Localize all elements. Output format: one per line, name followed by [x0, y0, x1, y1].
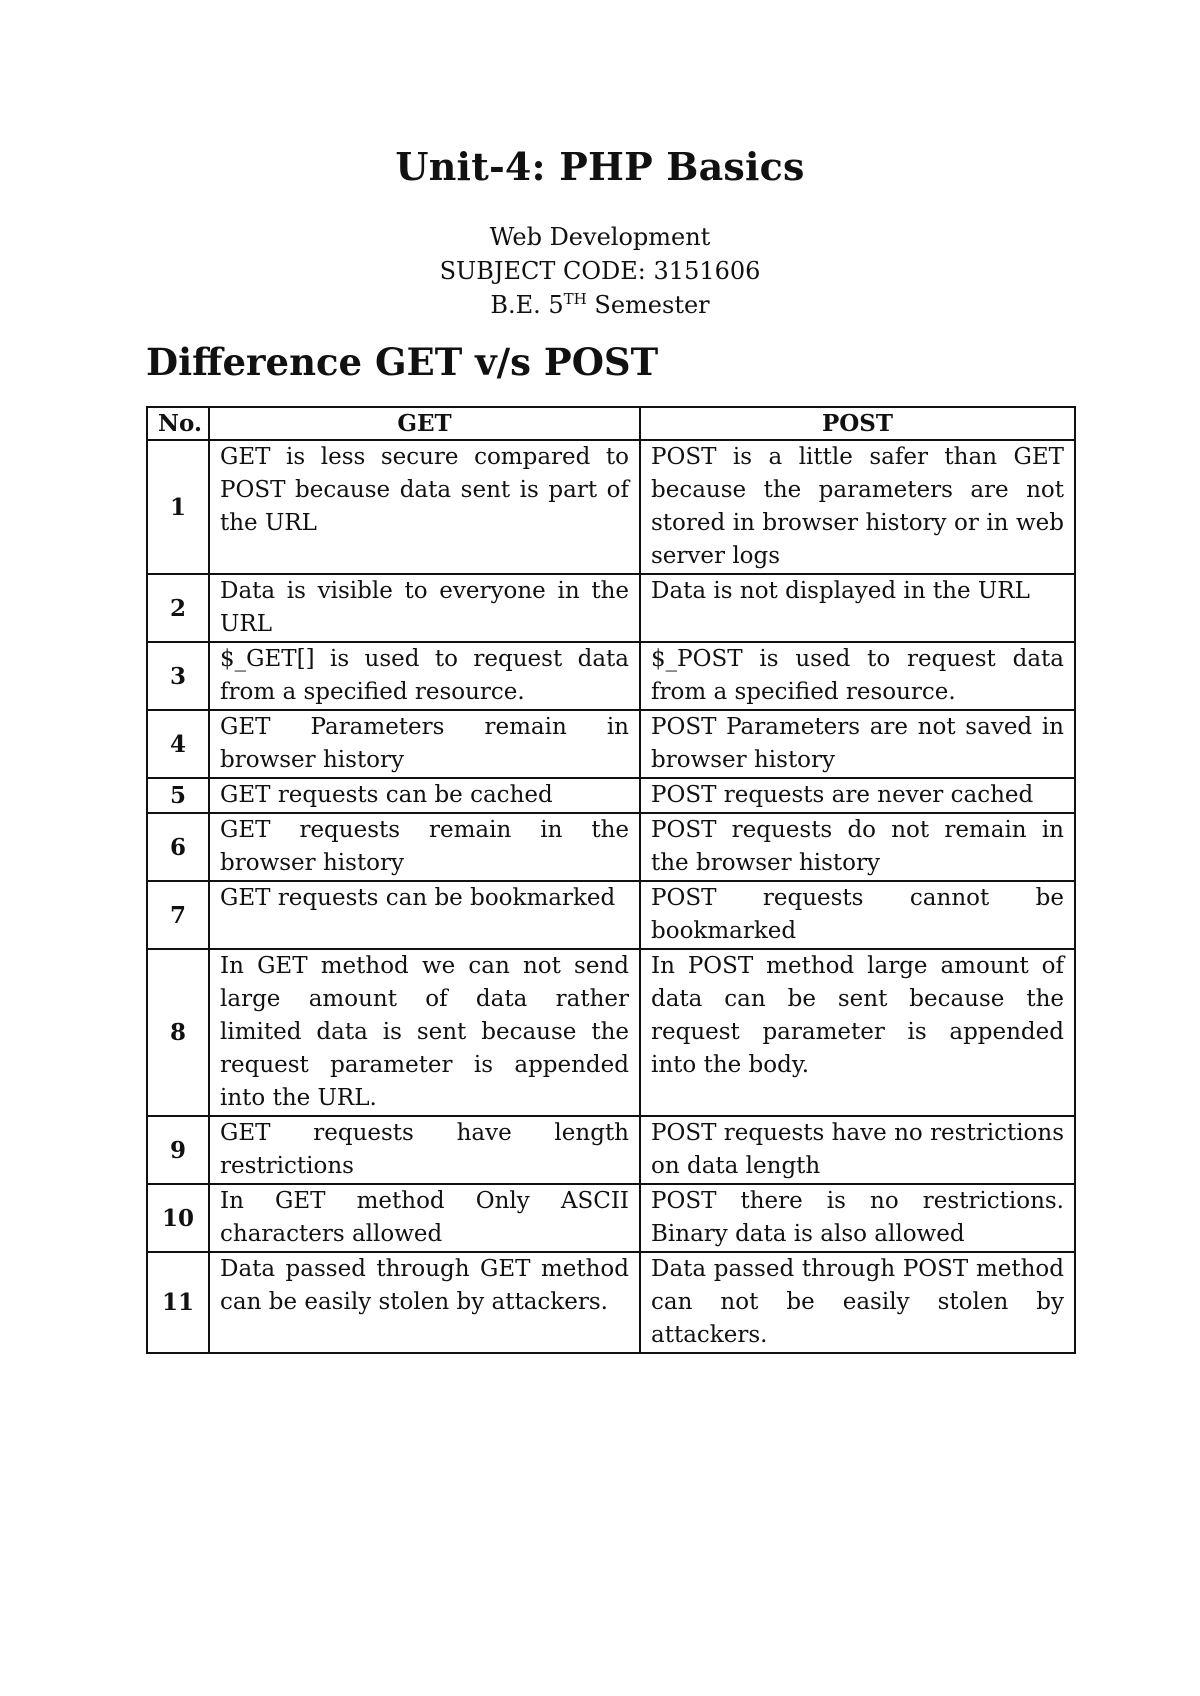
get-cell: GET requests can be bookmarked: [209, 881, 640, 949]
table-row: [147, 710, 1075, 778]
row-number: 6: [147, 813, 209, 881]
row-number: 4: [147, 710, 209, 778]
row-number: 11: [147, 1252, 209, 1353]
get-cell: GET requests remain in the browser history: [209, 813, 640, 881]
post-cell: $_POST is used to request data from a specified resource.: [640, 642, 1075, 710]
semester-superscript: TH: [563, 290, 587, 308]
get-cell: GET requests have length restrictions: [209, 1116, 640, 1184]
subtitle-block: [0, 220, 1200, 322]
row-number: 1: [147, 440, 209, 574]
table-row: [147, 949, 1075, 1116]
semester-suffix: Semester: [586, 291, 710, 319]
post-cell: POST there is no restrictions. Binary data is also allowed: [640, 1184, 1075, 1252]
section-heading: Difference GET v/s POST: [146, 340, 659, 384]
post-cell: POST requests are never cached: [640, 778, 1075, 813]
table-row: [147, 1252, 1075, 1353]
table-row: [147, 440, 1075, 574]
table-row: [147, 881, 1075, 949]
get-cell: Data passed through GET method can be easily stolen by attackers.: [209, 1252, 640, 1353]
table-row: [147, 778, 1075, 813]
post-cell: POST is a little safer than GET because the parameters are not stored in browser history or in web server logs: [640, 440, 1075, 574]
post-cell: POST requests do not remain in the browser history: [640, 813, 1075, 881]
table-row: [147, 813, 1075, 881]
table-header-row: [147, 407, 1075, 440]
post-cell: POST requests have no restrictions on data length: [640, 1116, 1075, 1184]
row-number: 10: [147, 1184, 209, 1252]
header-no: No.: [147, 407, 209, 440]
row-number: 8: [147, 949, 209, 1116]
get-cell: GET Parameters remain in browser history: [209, 710, 640, 778]
get-cell: In GET method we can not send large amount of data rather limited data is sent because the request parameter is appended into the URL.: [209, 949, 640, 1116]
post-cell: POST requests cannot be bookmarked: [640, 881, 1075, 949]
post-cell: Data is not displayed in the URL: [640, 574, 1075, 642]
row-number: 9: [147, 1116, 209, 1184]
post-cell: POST Parameters are not saved in browser history: [640, 710, 1075, 778]
header-post: POST: [640, 407, 1075, 440]
get-cell: GET requests can be cached: [209, 778, 640, 813]
get-cell: Data is visible to everyone in the URL: [209, 574, 640, 642]
get-cell: GET is less secure compared to POST because data sent is part of the URL: [209, 440, 640, 574]
header-get: GET: [209, 407, 640, 440]
subject-code: SUBJECT CODE: 3151606: [439, 257, 761, 285]
subject-name: Web Development: [489, 223, 711, 251]
row-number: 3: [147, 642, 209, 710]
document-title: Unit-4: PHP Basics: [395, 144, 805, 189]
get-cell: In GET method Only ASCII characters allowed: [209, 1184, 640, 1252]
row-number: 5: [147, 778, 209, 813]
post-cell: Data passed through POST method can not be easily stolen by attackers.: [640, 1252, 1075, 1353]
row-number: 7: [147, 881, 209, 949]
get-cell: $_GET[] is used to request data from a specified resource.: [209, 642, 640, 710]
table-row: [147, 1116, 1075, 1184]
comparison-table: [146, 406, 1076, 1354]
semester-prefix: B.E. 5: [490, 291, 564, 319]
semester-line: [0, 288, 1200, 322]
table-row: [147, 642, 1075, 710]
table-body: [147, 440, 1075, 1353]
post-cell: In POST method large amount of data can be sent because the request parameter is appended into the body.: [640, 949, 1075, 1116]
table-row: [147, 574, 1075, 642]
row-number: 2: [147, 574, 209, 642]
table-row: [147, 1184, 1075, 1252]
